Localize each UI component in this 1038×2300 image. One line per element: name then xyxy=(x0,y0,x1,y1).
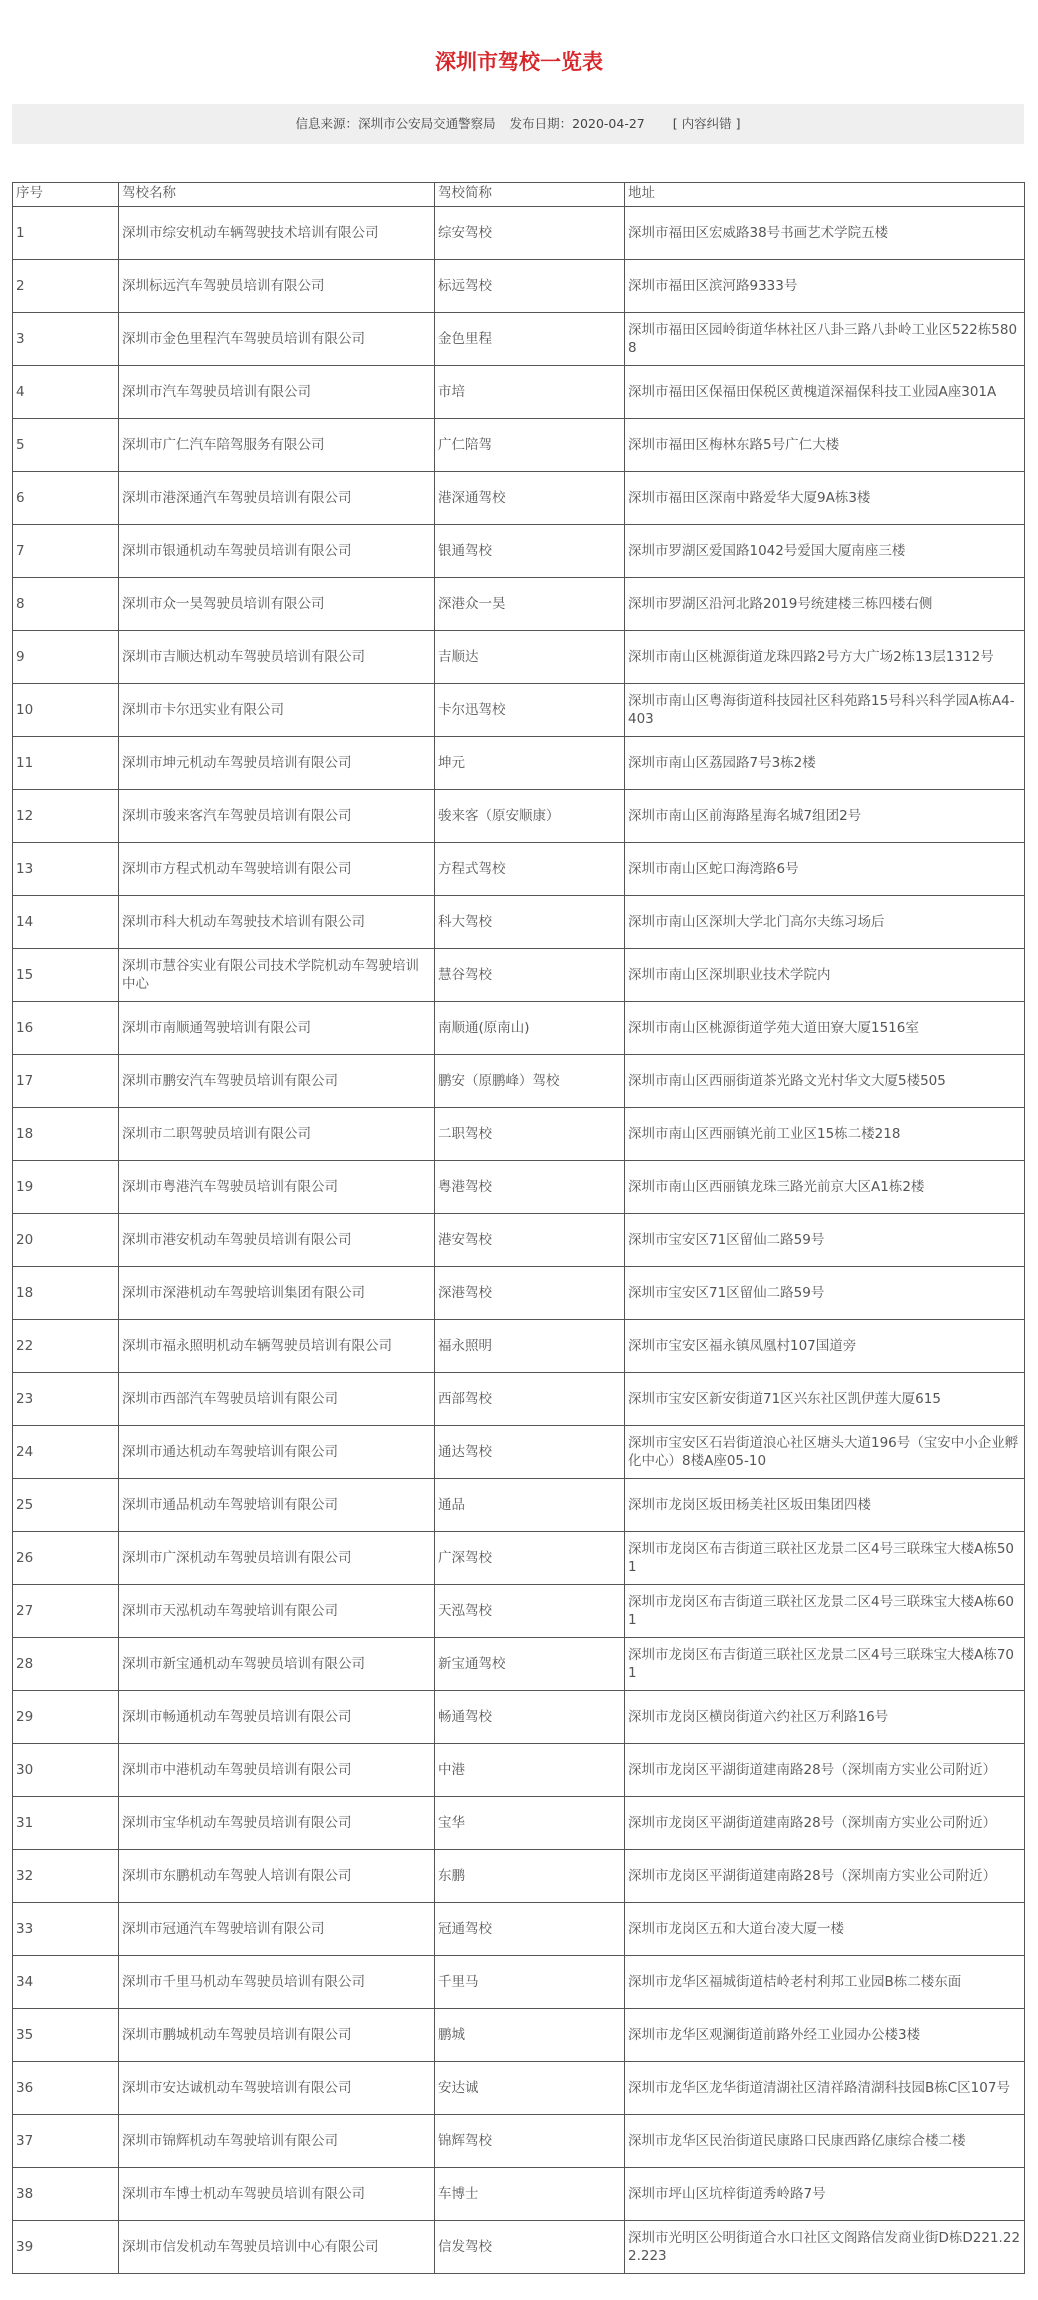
table-row xyxy=(13,1850,1025,1903)
cell-index: 18 xyxy=(13,1267,119,1320)
cell-school-name: 深圳市金色里程汽车驾驶员培训有限公司 xyxy=(119,313,435,366)
cell-school-name: 深圳标远汽车驾驶员培训有限公司 xyxy=(119,260,435,313)
cell-address: 深圳市南山区蛇口海湾路6号 xyxy=(625,843,1025,896)
cell-short-name: 车博士 xyxy=(435,2168,625,2221)
cell-address: 深圳市龙岗区布吉街道三联社区龙景二区4号三联珠宝大楼A栋701 xyxy=(625,1638,1025,1691)
cell-index: 26 xyxy=(13,1532,119,1585)
table-row xyxy=(13,1797,1025,1850)
cell-index: 11 xyxy=(13,737,119,790)
cell-index: 20 xyxy=(13,1214,119,1267)
cell-index: 33 xyxy=(13,1903,119,1956)
cell-address: 深圳市龙岗区平湖街道建南路28号（深圳南方实业公司附近） xyxy=(625,1797,1025,1850)
cell-school-name: 深圳市东鹏机动车驾驶人培训有限公司 xyxy=(119,1850,435,1903)
cell-address: 深圳市宝安区福永镇凤凰村107国道旁 xyxy=(625,1320,1025,1373)
cell-address: 深圳市福田区宏威路38号书画艺术学院五楼 xyxy=(625,207,1025,260)
cell-short-name: 方程式驾校 xyxy=(435,843,625,896)
cell-index: 19 xyxy=(13,1161,119,1214)
cell-address: 深圳市坪山区坑梓街道秀岭路7号 xyxy=(625,2168,1025,2221)
table-row xyxy=(13,949,1025,1002)
table-row xyxy=(13,419,1025,472)
cell-school-name: 深圳市宝华机动车驾驶员培训有限公司 xyxy=(119,1797,435,1850)
cell-short-name: 金色里程 xyxy=(435,313,625,366)
cell-address: 深圳市龙岗区坂田杨美社区坂田集团四楼 xyxy=(625,1479,1025,1532)
cell-short-name: 广深驾校 xyxy=(435,1532,625,1585)
cell-school-name: 深圳市深港机动车驾驶培训集团有限公司 xyxy=(119,1267,435,1320)
cell-school-name: 深圳市冠通汽车驾驶培训有限公司 xyxy=(119,1903,435,1956)
cell-index: 34 xyxy=(13,1956,119,2009)
cell-address: 深圳市宝安区新安街道71区兴东社区凯伊莲大厦615 xyxy=(625,1373,1025,1426)
source-value: 深圳市公安局交通警察局 xyxy=(358,116,496,131)
table-row xyxy=(13,1479,1025,1532)
cell-short-name: 综安驾校 xyxy=(435,207,625,260)
table-row xyxy=(13,631,1025,684)
table-row xyxy=(13,2009,1025,2062)
cell-short-name: 锦辉驾校 xyxy=(435,2115,625,2168)
cell-address: 深圳市龙岗区五和大道台凌大厦一楼 xyxy=(625,1903,1025,1956)
cell-index: 18 xyxy=(13,1108,119,1161)
table-row xyxy=(13,737,1025,790)
cell-index: 27 xyxy=(13,1585,119,1638)
cell-index: 9 xyxy=(13,631,119,684)
cell-index: 5 xyxy=(13,419,119,472)
cell-address: 深圳市龙华区民治街道民康路口民康西路亿康综合楼二楼 xyxy=(625,2115,1025,2168)
cell-address: 深圳市龙岗区布吉街道三联社区龙景二区4号三联珠宝大楼A栋601 xyxy=(625,1585,1025,1638)
cell-school-name: 深圳市广深机动车驾驶员培训有限公司 xyxy=(119,1532,435,1585)
cell-school-name: 深圳市通品机动车驾驶培训有限公司 xyxy=(119,1479,435,1532)
cell-address: 深圳市南山区深圳大学北门高尔夫练习场后 xyxy=(625,896,1025,949)
cell-short-name: 深港驾校 xyxy=(435,1267,625,1320)
cell-short-name: 慧谷驾校 xyxy=(435,949,625,1002)
cell-address: 深圳市福田区梅林东路5号广仁大楼 xyxy=(625,419,1025,472)
cell-index: 6 xyxy=(13,472,119,525)
cell-school-name: 深圳市坤元机动车驾驶员培训有限公司 xyxy=(119,737,435,790)
cell-school-name: 深圳市综安机动车辆驾驶技术培训有限公司 xyxy=(119,207,435,260)
cell-school-name: 深圳市新宝通机动车驾驶员培训有限公司 xyxy=(119,1638,435,1691)
info-bar xyxy=(12,104,1024,144)
cell-index: 23 xyxy=(13,1373,119,1426)
table-row xyxy=(13,1161,1025,1214)
cell-index: 31 xyxy=(13,1797,119,1850)
cell-short-name: 科大驾校 xyxy=(435,896,625,949)
cell-index: 32 xyxy=(13,1850,119,1903)
cell-short-name: 通品 xyxy=(435,1479,625,1532)
cell-short-name: 二职驾校 xyxy=(435,1108,625,1161)
cell-short-name: 鹏安（原鹏峰）驾校 xyxy=(435,1055,625,1108)
cell-address: 深圳市宝安区石岩街道浪心社区塘头大道196号（宝安中小企业孵化中心）8楼A座05-10 xyxy=(625,1426,1025,1479)
cell-index: 15 xyxy=(13,949,119,1002)
cell-index: 2 xyxy=(13,260,119,313)
date-label: 发布日期： xyxy=(509,116,573,131)
cell-index: 35 xyxy=(13,2009,119,2062)
cell-school-name: 深圳市鹏安汽车驾驶员培训有限公司 xyxy=(119,1055,435,1108)
cell-address: 深圳市光明区公明街道合水口社区文阁路信发商业街D栋D221.222.223 xyxy=(625,2221,1025,2274)
cell-school-name: 深圳市吉顺达机动车驾驶员培训有限公司 xyxy=(119,631,435,684)
cell-school-name: 深圳市中港机动车驾驶员培训有限公司 xyxy=(119,1744,435,1797)
table-row xyxy=(13,1320,1025,1373)
table-row xyxy=(13,1108,1025,1161)
table-row xyxy=(13,896,1025,949)
cell-index: 14 xyxy=(13,896,119,949)
cell-address: 深圳市福田区滨河路9333号 xyxy=(625,260,1025,313)
cell-address: 深圳市福田区保福田保税区黄槐道深福保科技工业园A座301A xyxy=(625,366,1025,419)
cell-short-name: 通达驾校 xyxy=(435,1426,625,1479)
cell-address: 深圳市南山区深圳职业技术学院内 xyxy=(625,949,1025,1002)
table-row xyxy=(13,313,1025,366)
cell-index: 13 xyxy=(13,843,119,896)
cell-short-name: 西部驾校 xyxy=(435,1373,625,1426)
cell-address: 深圳市龙岗区平湖街道建南路28号（深圳南方实业公司附近） xyxy=(625,1850,1025,1903)
cell-address: 深圳市罗湖区爱国路1042号爱国大厦南座三楼 xyxy=(625,525,1025,578)
cell-address: 深圳市龙岗区平湖街道建南路28号（深圳南方实业公司附近） xyxy=(625,1744,1025,1797)
cell-short-name: 深港众一昊 xyxy=(435,578,625,631)
table-row xyxy=(13,1214,1025,1267)
cell-short-name: 东鹏 xyxy=(435,1850,625,1903)
table-row xyxy=(13,1744,1025,1797)
cell-short-name: 骏来客（原安顺康） xyxy=(435,790,625,843)
cell-address: 深圳市南山区西丽镇光前工业区15栋二楼218 xyxy=(625,1108,1025,1161)
cell-index: 24 xyxy=(13,1426,119,1479)
cell-short-name: 畅通驾校 xyxy=(435,1691,625,1744)
cell-school-name: 深圳市慧谷实业有限公司技术学院机动车驾驶培训中心 xyxy=(119,949,435,1002)
cell-address: 深圳市罗湖区沿河北路2019号统建楼三栋四楼右侧 xyxy=(625,578,1025,631)
table-row xyxy=(13,366,1025,419)
table-row xyxy=(13,2221,1025,2274)
cell-short-name: 中港 xyxy=(435,1744,625,1797)
table-row xyxy=(13,1691,1025,1744)
cell-school-name: 深圳市港安机动车驾驶员培训有限公司 xyxy=(119,1214,435,1267)
cell-index: 37 xyxy=(13,2115,119,2168)
cell-school-name: 深圳市车博士机动车驾驶员培训有限公司 xyxy=(119,2168,435,2221)
table-row xyxy=(13,1956,1025,2009)
cell-school-name: 深圳市畅通机动车驾驶员培训有限公司 xyxy=(119,1691,435,1744)
cell-school-name: 深圳市方程式机动车驾驶培训有限公司 xyxy=(119,843,435,896)
cell-index: 12 xyxy=(13,790,119,843)
table-row xyxy=(13,260,1025,313)
cell-short-name: 港安驾校 xyxy=(435,1214,625,1267)
page-title: 深圳市驾校一览表 xyxy=(435,50,603,74)
cell-school-name: 深圳市科大机动车驾驶技术培训有限公司 xyxy=(119,896,435,949)
cell-school-name: 深圳市广仁汽车陪驾服务有限公司 xyxy=(119,419,435,472)
cell-short-name: 天泓驾校 xyxy=(435,1585,625,1638)
cell-short-name: 坤元 xyxy=(435,737,625,790)
cell-address: 深圳市龙华区观澜街道前路外经工业园办公楼3楼 xyxy=(625,2009,1025,2062)
cell-school-name: 深圳市汽车驾驶员培训有限公司 xyxy=(119,366,435,419)
cell-index: 25 xyxy=(13,1479,119,1532)
cell-address: 深圳市南山区前海路星海名城7组团2号 xyxy=(625,790,1025,843)
cell-short-name: 信发驾校 xyxy=(435,2221,625,2274)
table-row xyxy=(13,1532,1025,1585)
table-row xyxy=(13,684,1025,737)
table-row xyxy=(13,525,1025,578)
table-row xyxy=(13,790,1025,843)
source-label: 信息来源： xyxy=(295,116,359,131)
table-body xyxy=(13,207,1025,2274)
cell-short-name: 广仁陪驾 xyxy=(435,419,625,472)
header-address: 地址 xyxy=(625,183,1025,207)
cell-short-name: 市培 xyxy=(435,366,625,419)
cell-school-name: 深圳市银通机动车驾驶员培训有限公司 xyxy=(119,525,435,578)
cell-index: 29 xyxy=(13,1691,119,1744)
table-row xyxy=(13,2115,1025,2168)
cell-address: 深圳市南山区西丽镇龙珠三路光前京大区A1栋2楼 xyxy=(625,1161,1025,1214)
table-row xyxy=(13,578,1025,631)
table-row xyxy=(13,1426,1025,1479)
cell-index: 36 xyxy=(13,2062,119,2115)
table-row xyxy=(13,1638,1025,1691)
header-short-name: 驾校简称 xyxy=(435,183,625,207)
cell-address: 深圳市南山区西丽街道茶光路文光村华文大厦5楼505 xyxy=(625,1055,1025,1108)
cell-short-name: 港深通驾校 xyxy=(435,472,625,525)
cell-address: 深圳市龙岗区布吉街道三联社区龙景二区4号三联珠宝大楼A栋501 xyxy=(625,1532,1025,1585)
cell-address: 深圳市南山区桃源街道龙珠四路2号方大广场2栋13层1312号 xyxy=(625,631,1025,684)
cell-index: 16 xyxy=(13,1002,119,1055)
cell-school-name: 深圳市港深通汽车驾驶员培训有限公司 xyxy=(119,472,435,525)
cell-short-name: 新宝通驾校 xyxy=(435,1638,625,1691)
cell-address: 深圳市宝安区71区留仙二路59号 xyxy=(625,1267,1025,1320)
table-row xyxy=(13,2168,1025,2221)
cell-index: 7 xyxy=(13,525,119,578)
cell-index: 8 xyxy=(13,578,119,631)
cell-address: 深圳市龙华区福城街道桔岭老村利邦工业园B栋二楼东面 xyxy=(625,1956,1025,2009)
cell-index: 39 xyxy=(13,2221,119,2274)
cell-school-name: 深圳市众一昊驾驶员培训有限公司 xyxy=(119,578,435,631)
cell-school-name: 深圳市西部汽车驾驶员培训有限公司 xyxy=(119,1373,435,1426)
cell-short-name: 粤港驾校 xyxy=(435,1161,625,1214)
header-index: 序号 xyxy=(13,183,119,207)
cell-school-name: 深圳市二职驾驶员培训有限公司 xyxy=(119,1108,435,1161)
cell-index: 3 xyxy=(13,313,119,366)
cell-index: 22 xyxy=(13,1320,119,1373)
cell-short-name: 卡尔迅驾校 xyxy=(435,684,625,737)
table-row xyxy=(13,1267,1025,1320)
cell-index: 4 xyxy=(13,366,119,419)
table-row xyxy=(13,1585,1025,1638)
cell-school-name: 深圳市信发机动车驾驶员培训中心有限公司 xyxy=(119,2221,435,2274)
driving-school-table xyxy=(12,182,1025,2274)
cell-index: 17 xyxy=(13,1055,119,1108)
table-row xyxy=(13,472,1025,525)
cell-school-name: 深圳市卡尔迅实业有限公司 xyxy=(119,684,435,737)
cell-index: 1 xyxy=(13,207,119,260)
cell-school-name: 深圳市南顺通驾驶培训有限公司 xyxy=(119,1002,435,1055)
cell-address: 深圳市福田区园岭街道华林社区八卦三路八卦岭工业区522栋5808 xyxy=(625,313,1025,366)
cell-short-name: 福永照明 xyxy=(435,1320,625,1373)
header-school-name: 驾校名称 xyxy=(119,183,435,207)
cell-school-name: 深圳市锦辉机动车驾驶培训有限公司 xyxy=(119,2115,435,2168)
cell-short-name: 银通驾校 xyxy=(435,525,625,578)
cell-index: 28 xyxy=(13,1638,119,1691)
date-value: 2020-04-27 xyxy=(572,116,645,131)
cell-address: 深圳市龙岗区横岗街道六约社区万利路16号 xyxy=(625,1691,1025,1744)
cell-short-name: 千里马 xyxy=(435,1956,625,2009)
cell-school-name: 深圳市天泓机动车驾驶培训有限公司 xyxy=(119,1585,435,1638)
cell-address: 深圳市南山区桃源街道学苑大道田寮大厦1516室 xyxy=(625,1002,1025,1055)
table-row xyxy=(13,843,1025,896)
correction-link[interactable]: [ 内容纠错 ] xyxy=(672,116,741,131)
table-header-row xyxy=(13,183,1025,207)
table-row xyxy=(13,2062,1025,2115)
table-row xyxy=(13,1903,1025,1956)
cell-school-name: 深圳市福永照明机动车辆驾驶员培训有限公司 xyxy=(119,1320,435,1373)
cell-short-name: 吉顺达 xyxy=(435,631,625,684)
cell-short-name: 鹏城 xyxy=(435,2009,625,2062)
cell-address: 深圳市龙华区龙华街道清湖社区清祥路清湖科技园B栋C区107号 xyxy=(625,2062,1025,2115)
cell-short-name: 南顺通(原南山) xyxy=(435,1002,625,1055)
table-row xyxy=(13,1373,1025,1426)
table-row xyxy=(13,1055,1025,1108)
cell-school-name: 深圳市粤港汽车驾驶员培训有限公司 xyxy=(119,1161,435,1214)
cell-school-name: 深圳市安达诚机动车驾驶培训有限公司 xyxy=(119,2062,435,2115)
cell-address: 深圳市福田区深南中路爱华大厦9A栋3楼 xyxy=(625,472,1025,525)
cell-index: 10 xyxy=(13,684,119,737)
cell-school-name: 深圳市通达机动车驾驶培训有限公司 xyxy=(119,1426,435,1479)
cell-index: 30 xyxy=(13,1744,119,1797)
cell-index: 38 xyxy=(13,2168,119,2221)
cell-short-name: 安达诚 xyxy=(435,2062,625,2115)
cell-school-name: 深圳市鹏城机动车驾驶员培训有限公司 xyxy=(119,2009,435,2062)
cell-address: 深圳市南山区粤海街道科技园社区科苑路15号科兴科学园A栋A4-403 xyxy=(625,684,1025,737)
table-row xyxy=(13,1002,1025,1055)
cell-address: 深圳市宝安区71区留仙二路59号 xyxy=(625,1214,1025,1267)
cell-short-name: 冠通驾校 xyxy=(435,1903,625,1956)
cell-short-name: 标远驾校 xyxy=(435,260,625,313)
cell-school-name: 深圳市骏来客汽车驾驶员培训有限公司 xyxy=(119,790,435,843)
cell-short-name: 宝华 xyxy=(435,1797,625,1850)
cell-address: 深圳市南山区荔园路7号3栋2楼 xyxy=(625,737,1025,790)
cell-school-name: 深圳市千里马机动车驾驶员培训有限公司 xyxy=(119,1956,435,2009)
table-row xyxy=(13,207,1025,260)
